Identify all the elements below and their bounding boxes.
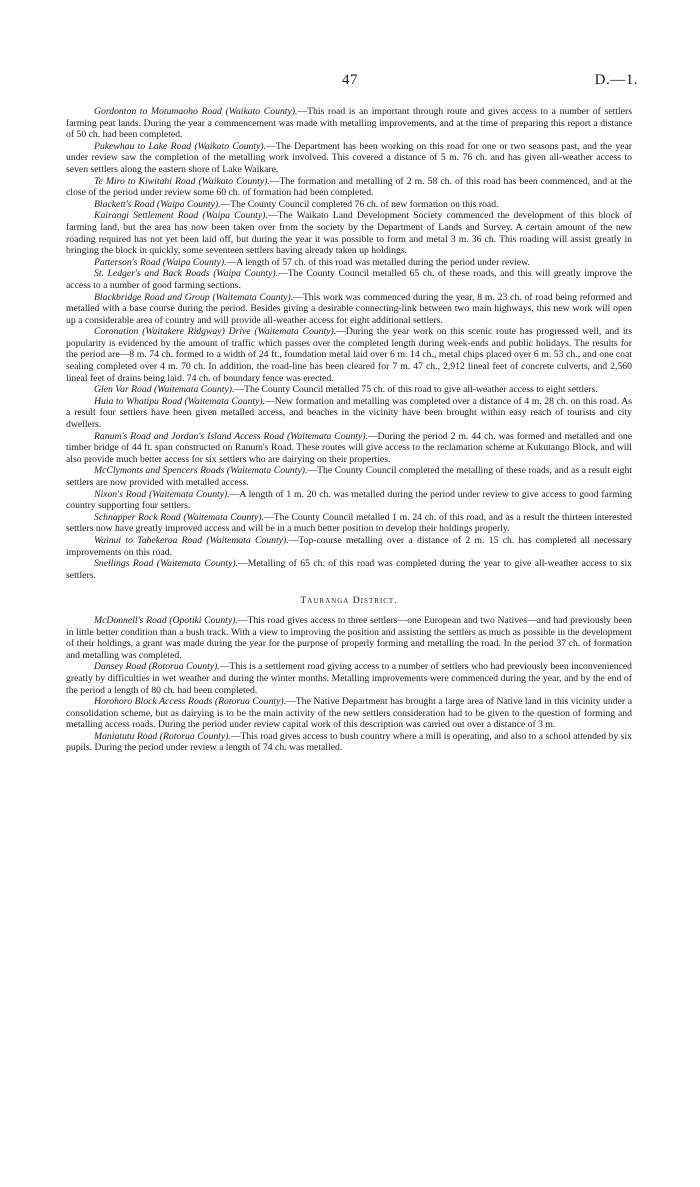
road-description: —The Department has been working on this road for one or two seasons past, and the year under review saw the completion of the metalling work involved. This covered a distance of 5 m. 76 ch. and has given all-weather access to seven settlers along the eastern shore of Lake Waikare. <box>66 140 633 175</box>
road-description: —Top-course metalling over a distance of 2 m. 15 ch. has completed all necessary improvements on this road. <box>66 534 633 558</box>
road-report-paragraph <box>66 615 632 661</box>
road-report-paragraph <box>66 210 632 256</box>
road-description: —This road gives access to bush country where a mill is operating, and also to a school attended by six pupils. During the period under review a length of 74 ch. was metalled. <box>66 730 632 754</box>
road-description: —This road is an important through route and gives access to a number of settlers farming peat lands. During the year a commencement was made with metalling improvements, and at the time of preparing this report a distance of 50 ch. had been completed. <box>66 106 632 141</box>
document-body <box>66 106 632 754</box>
road-description: —The Waikato Land Development Society commenced the development of this block of farming land, but the area has now been taken over from the society by the Department of Lands and Survey. A certain amount of the new roading required has not yet been laid off, but during the year it was possible to form and metal 3 m. 36 ch. This roading will assist greatly in bringing the block in quickly, some seventeen settlers having already taken up holdings. <box>66 210 632 257</box>
road-description: —The County Council metalled 65 ch. of these roads, and this will greatly improve the access to a number of good farming sections. <box>66 268 632 291</box>
road-report-paragraph <box>66 141 632 176</box>
road-title: Maniatutu Road (Rotorua County). <box>94 730 231 742</box>
road-title: Te Miro to Kiwitahi Road (Waikato County). <box>94 175 270 187</box>
road-description: —The County Council completed 76 ch. of new formation on this road. <box>220 198 499 210</box>
road-title: Pukewhau to Lake Road (Waikato County). <box>94 140 267 152</box>
road-title: Patterson's Road (Waipa County). <box>94 256 227 268</box>
road-title: Nixon's Road (Waitemata County). <box>94 488 230 500</box>
road-description: —This road gives access to three settlers—one European and two Natives—and had previously been in little better condition than a bush track. With a view to improving the position and assisting the settlers as much as possible in the development of their holdings, a grant was made during the year for the purpose of properly forming and metalling the road. In the period 37 ch. of formation and metalling was completed. <box>66 614 632 661</box>
road-report-paragraph <box>66 431 632 466</box>
road-report-paragraph <box>66 489 632 512</box>
road-report-paragraph <box>66 535 632 558</box>
page-number: 47 <box>342 72 358 88</box>
road-title: Huia to Whatipu Road (Waitemata County). <box>94 395 266 407</box>
road-title: Kairangi Settlement Road (Waipa County). <box>94 210 268 222</box>
road-title: Glen Var Road (Waitemata County). <box>94 384 235 396</box>
road-report-paragraph <box>66 396 632 431</box>
road-report-paragraph <box>66 512 632 535</box>
road-title: Ranum's Road and Jordan's Island Access Road (Waitemata County). <box>94 430 368 442</box>
road-report-paragraph <box>66 106 632 141</box>
road-report-paragraph <box>66 326 632 384</box>
road-title: McClymonts and Spencers Roads (Waitemata County). <box>94 465 308 477</box>
road-report-paragraph <box>66 731 632 754</box>
section-heading: Tauranga District. <box>300 595 398 607</box>
road-description: —Metalling of 65 ch. of this road was completed during the year to give all-weather access to six settlers. <box>66 558 632 581</box>
road-description: —The County Council completed the metalling of these roads, and as a result eight settlers are now provided with metalled access. <box>66 465 632 488</box>
road-title: Horohoro Block Access Roads (Rotorua County). <box>94 696 287 708</box>
road-description: —The County Council metalled 1 m. 24 ch. of this road, and as a result the thirteen interested settlers now have greatly improved access and will be in a much better position to develop their holdings properly. <box>66 511 632 535</box>
road-description: —The formation and metalling of 2 m. 58 ch. of this road has been commenced, and at the close of the period under review some 60 ch. of formation had been completed. <box>66 175 632 199</box>
road-report-paragraph <box>66 176 632 199</box>
road-title: Wainui to Tahekeroa Road (Waitemata County). <box>94 534 289 546</box>
road-title: McDonnell's Road (Opotiki County). <box>94 614 238 626</box>
document-reference: D.—1. <box>594 72 638 88</box>
road-report-paragraph <box>66 257 632 269</box>
road-report-paragraph <box>66 384 632 396</box>
road-title: Snellings Road (Waitemata County). <box>94 558 239 570</box>
road-report-paragraph <box>66 696 632 731</box>
road-title: Coronation (Waitakere Ridgway) Drive (Waitemata County). <box>94 326 337 338</box>
road-description: —A length of 1 m. 20 ch. was metalled during the period under review to give access to good farming country supporting four settlers. <box>66 488 632 512</box>
road-description: —During the period 2 m. 44 ch. was formed and metalled and one timber bridge of 44 ft. span constructed on Ranum's Road. These routes will give access to the reclamation scheme at Kukutango Block, and will also provide much better access for six settlers who are dairying on their properties. <box>66 430 632 465</box>
road-report-paragraph <box>66 558 632 581</box>
road-title: St. Ledger's and Back Roads (Waipa County). <box>94 268 279 280</box>
road-description: —This is a settlement road giving access to a number of settlers who had previously been inconvenienced greatly by difficulties in wet weather and during the winter months. Metalling improvements were commenced during the year, and by the end of the period a length of 80 ch. had been completed. <box>66 661 632 696</box>
road-title: Blackbridge Road and Group (Waitemata County). <box>94 291 294 303</box>
road-title: Schnapper Rock Road (Waitemata County). <box>94 511 264 523</box>
road-report-paragraph <box>66 268 632 291</box>
road-description: —The County Council metalled 75 ch. of this road to give all-weather access to eight settlers. <box>234 384 598 396</box>
road-description: —During the year work on this scenic route has progressed well, and its popularity is evidenced by the amount of traffic which passes over the completed length during week-ends and public holidays. The results for the period are—8 m. 74 ch. formed to a width of 24 ft., foundation metal laid over 6 m. 14 ch., metal chips placed over 6 m. 53 ch., and one coat sealing completed over 4 m. 70 ch. In addition, the road-line has been cleared for 7 m. 47 ch., 2,912 lineal feet of concrete culverts, and 2,560 lineal feet of drains being laid. 74 ch. of boundary fence was erected. <box>66 326 632 384</box>
road-report-paragraph <box>66 465 632 488</box>
road-description: —New formation and metalling was completed over a distance of 4 m. 28 ch. on this road. As a result four settlers have been given metalled access, and beaches in the vicinity have been brought within easy reach of tourists and city dwellers. <box>66 395 632 431</box>
road-report-paragraph <box>66 661 632 696</box>
road-description: —This work was commenced during the year, 8 m. 23 ch. of road being reformed and metalled with a base course during the period. Besides giving a desirable connecting-link between two main highways, this new work will open up a considerable area of country and will provide all-weather access for eight additional settlers. <box>66 291 632 326</box>
road-description: —The Native Department has brought a large area of Native land in this vicinity under a consolidation scheme, but as dairying is to be the main activity of the new settlers consideration had to be given to the question of forming and metalling access roads. During the period under review capital work of this description was carried out over a distance of 3 m. <box>66 696 632 731</box>
road-title: Gordonton to Motumaoho Road (Waikato County). <box>94 106 298 117</box>
road-report-paragraph <box>66 292 632 327</box>
road-title: Blackett's Road (Waipa County). <box>94 198 221 210</box>
road-report-paragraph <box>66 199 632 211</box>
road-title: Dansey Road (Rotorua County). <box>94 661 220 673</box>
road-description: —A length of 57 ch. of this road was metalled during the period under review. <box>226 256 530 268</box>
